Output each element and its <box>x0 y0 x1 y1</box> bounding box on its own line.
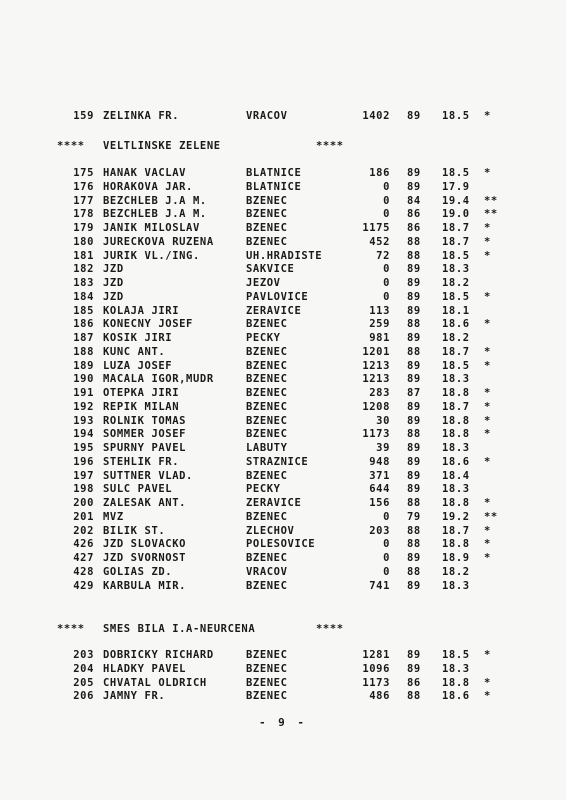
entry-number: 190 <box>73 373 94 386</box>
entry-number: 178 <box>73 208 94 221</box>
grower-name: JZD <box>103 263 124 276</box>
grower-name: KONECNY JOSEF <box>103 318 193 331</box>
rating-mark: * <box>484 110 491 122</box>
grade: 18.4 <box>442 469 470 482</box>
quantity: 0 <box>383 565 390 578</box>
entry-number: 185 <box>73 304 94 317</box>
quantity: 1173 <box>362 428 390 441</box>
section-header <box>57 622 377 636</box>
year: 79 <box>407 510 421 523</box>
rating-mark: * <box>484 290 491 303</box>
quantity: 72 <box>376 249 390 262</box>
rating-mark: ** <box>484 194 498 207</box>
grower-name: JZD <box>103 277 124 289</box>
section-stars-left: **** <box>57 140 85 152</box>
year: 89 <box>407 110 421 122</box>
grower-name: JZD SVORNOST <box>103 552 187 564</box>
list-item <box>0 276 566 290</box>
list-item <box>0 290 566 304</box>
place-name: BZENEC <box>246 400 288 413</box>
grade: 19.0 <box>442 208 470 221</box>
grade: 18.9 <box>442 552 470 564</box>
list-item <box>0 496 566 510</box>
grade: 18.3 <box>442 483 470 496</box>
quantity: 0 <box>383 277 390 289</box>
place-name: BZENEC <box>246 387 288 399</box>
grower-name: MVZ <box>103 510 124 523</box>
quantity: 1213 <box>362 359 390 372</box>
place-name: BZENEC <box>246 469 288 482</box>
list-item <box>0 235 566 249</box>
list-item <box>0 510 566 524</box>
rating-mark: * <box>484 676 491 689</box>
place-name: BZENEC <box>246 428 288 441</box>
quantity: 1281 <box>362 649 390 661</box>
list-item <box>0 372 566 386</box>
quantity: 186 <box>369 167 390 179</box>
quantity: 1402 <box>362 110 390 122</box>
rating-mark: * <box>484 428 491 441</box>
list-item <box>0 469 566 483</box>
place-name: BZENEC <box>246 676 288 689</box>
list-item <box>0 455 566 469</box>
entry-number: 177 <box>73 194 94 207</box>
entry-number: 198 <box>73 483 94 496</box>
year: 88 <box>407 565 421 578</box>
grower-name: BILIK ST. <box>103 524 166 537</box>
grower-name: JAMNY FR. <box>103 690 166 703</box>
rating-mark: * <box>484 538 491 551</box>
quantity: 1096 <box>362 662 390 675</box>
place-name: BZENEC <box>246 649 288 661</box>
year: 86 <box>407 676 421 689</box>
quantity: 0 <box>383 552 390 564</box>
quantity: 1175 <box>362 222 390 234</box>
list-item <box>0 317 566 331</box>
quantity: 113 <box>369 304 390 317</box>
entry-number: 184 <box>73 290 94 303</box>
year: 89 <box>407 359 421 372</box>
place-name: VRACOV <box>246 110 288 122</box>
place-name: BZENEC <box>246 318 288 331</box>
grade: 18.2 <box>442 332 470 344</box>
list-item <box>0 537 566 551</box>
quantity: 0 <box>383 538 390 551</box>
list-item <box>0 180 566 194</box>
year: 88 <box>407 249 421 262</box>
year: 89 <box>407 483 421 496</box>
grade: 18.8 <box>442 538 470 551</box>
rating-mark: * <box>484 345 491 358</box>
year: 89 <box>407 180 421 193</box>
entry-number: 188 <box>73 345 94 358</box>
grower-name: MACALA IGOR,MUDR <box>103 373 214 386</box>
grower-name: SPURNY PAVEL <box>103 442 187 454</box>
year: 88 <box>407 538 421 551</box>
grower-name: KOSIK JIRI <box>103 332 173 344</box>
list-item <box>0 249 566 263</box>
grade: 18.7 <box>442 345 470 358</box>
grower-name: LUZA JOSEF <box>103 359 173 372</box>
list-item <box>0 565 566 579</box>
place-name: BLATNICE <box>246 180 302 193</box>
place-name: PECKY <box>246 483 281 496</box>
place-name: BZENEC <box>246 414 288 427</box>
grower-name: JURECKOVA RUZENA <box>103 235 214 248</box>
year: 89 <box>407 442 421 454</box>
rating-mark: * <box>484 235 491 248</box>
grade: 18.7 <box>442 400 470 413</box>
quantity: 1213 <box>362 373 390 386</box>
page-number: - 9 - <box>258 716 308 729</box>
grade: 19.4 <box>442 194 470 207</box>
entry-number: 193 <box>73 414 94 427</box>
place-name: BZENEC <box>246 208 288 221</box>
list-item <box>0 304 566 318</box>
grade: 18.3 <box>442 373 470 386</box>
grower-name: OTEPKA JIRI <box>103 387 180 399</box>
year: 89 <box>407 649 421 661</box>
entry-number: 186 <box>73 318 94 331</box>
rating-mark: * <box>484 690 491 703</box>
entry-number: 192 <box>73 400 94 413</box>
grower-name: JANIK MILOSLAV <box>103 222 200 234</box>
list-item <box>0 441 566 455</box>
grade: 18.8 <box>442 414 470 427</box>
list-item <box>0 359 566 373</box>
place-name: BZENEC <box>246 690 288 703</box>
quantity: 452 <box>369 235 390 248</box>
year: 89 <box>407 455 421 468</box>
rating-mark: * <box>484 359 491 372</box>
entry-number: 206 <box>73 690 94 703</box>
place-name: ZERAVICE <box>246 304 302 317</box>
year: 88 <box>407 428 421 441</box>
entry-number: 196 <box>73 455 94 468</box>
grower-name: ROLNIK TOMAS <box>103 414 187 427</box>
grade: 18.5 <box>442 249 470 262</box>
year: 89 <box>407 414 421 427</box>
year: 89 <box>407 304 421 317</box>
place-name: SAKVICE <box>246 263 295 276</box>
grade: 18.2 <box>442 277 470 289</box>
grower-name: KUNC ANT. <box>103 345 166 358</box>
place-name: LABUTY <box>246 442 288 454</box>
grade: 18.8 <box>442 387 470 399</box>
section-stars-right: **** <box>316 140 344 152</box>
grower-name: KARBULA MIR. <box>103 579 187 592</box>
entry-number: 187 <box>73 332 94 344</box>
grade: 18.5 <box>442 649 470 661</box>
place-name: PAVLOVICE <box>246 290 309 303</box>
grower-name: SOMMER JOSEF <box>103 428 187 441</box>
place-name: BZENEC <box>246 194 288 207</box>
grower-name: BEZCHLEB J.A M. <box>103 208 207 221</box>
grower-name: STEHLIK FR. <box>103 455 180 468</box>
rating-mark: * <box>484 414 491 427</box>
quantity: 644 <box>369 483 390 496</box>
list-item <box>0 345 566 359</box>
place-name: VRACOV <box>246 565 288 578</box>
rating-mark: * <box>484 649 491 661</box>
entry-number: 159 <box>73 110 94 122</box>
entry-number: 429 <box>73 579 94 592</box>
year: 89 <box>407 167 421 179</box>
grade: 18.3 <box>442 662 470 675</box>
quantity: 39 <box>376 442 390 454</box>
rating-mark: * <box>484 400 491 413</box>
grade: 18.7 <box>442 222 470 234</box>
grade: 18.2 <box>442 565 470 578</box>
list-item <box>0 414 566 428</box>
entry-number: 203 <box>73 649 94 661</box>
entry-number: 197 <box>73 469 94 482</box>
rating-mark: * <box>484 318 491 331</box>
list-item <box>0 166 566 180</box>
grade: 18.6 <box>442 455 470 468</box>
grade: 17.9 <box>442 180 470 193</box>
section-header <box>57 139 357 153</box>
entry-number: 205 <box>73 676 94 689</box>
place-name: PECKY <box>246 332 281 344</box>
list-item <box>0 482 566 496</box>
place-name: BZENEC <box>246 373 288 386</box>
place-name: UH.HRADISTE <box>246 249 323 262</box>
rating-mark: * <box>484 222 491 234</box>
year: 86 <box>407 222 421 234</box>
grower-name: JZD SLOVACKO <box>103 538 187 551</box>
quantity: 0 <box>383 510 390 523</box>
entry-number: 183 <box>73 277 94 289</box>
rating-mark: ** <box>484 510 498 523</box>
rating-mark: * <box>484 455 491 468</box>
entry-number: 181 <box>73 249 94 262</box>
list-item <box>0 662 566 676</box>
year: 89 <box>407 662 421 675</box>
year: 89 <box>407 469 421 482</box>
quantity: 259 <box>369 318 390 331</box>
place-name: BZENEC <box>246 222 288 234</box>
list-item <box>0 194 566 208</box>
grower-name: HORAKOVA JAR. <box>103 180 193 193</box>
quantity: 1208 <box>362 400 390 413</box>
grade: 18.3 <box>442 263 470 276</box>
entry-number: 175 <box>73 167 94 179</box>
year: 88 <box>407 524 421 537</box>
place-name: BZENEC <box>246 510 288 523</box>
grower-name: KOLAJA JIRI <box>103 304 180 317</box>
entry-number: 180 <box>73 235 94 248</box>
entry-number: 428 <box>73 565 94 578</box>
grade: 18.6 <box>442 318 470 331</box>
quantity: 981 <box>369 332 390 344</box>
list-item <box>0 400 566 414</box>
list-item <box>0 648 566 662</box>
list-item <box>0 524 566 538</box>
year: 89 <box>407 579 421 592</box>
list-item <box>0 331 566 345</box>
entry-number: 200 <box>73 497 94 509</box>
grower-name: SUTTNER VLAD. <box>103 469 193 482</box>
section-stars-right: **** <box>316 623 344 635</box>
rating-mark: * <box>484 387 491 399</box>
list-item <box>0 262 566 276</box>
grower-name: GOLIAS ZD. <box>103 565 173 578</box>
list-item <box>0 676 566 690</box>
grower-name: DOBRICKY RICHARD <box>103 649 214 661</box>
list-item <box>0 221 566 235</box>
year: 89 <box>407 552 421 564</box>
quantity: 741 <box>369 579 390 592</box>
year: 89 <box>407 290 421 303</box>
place-name: ZLECHOV <box>246 524 295 537</box>
grade: 18.8 <box>442 428 470 441</box>
place-name: BZENEC <box>246 235 288 248</box>
grade: 18.7 <box>442 524 470 537</box>
grade: 18.7 <box>442 235 470 248</box>
quantity: 371 <box>369 469 390 482</box>
place-name: BZENEC <box>246 662 288 675</box>
year: 89 <box>407 277 421 289</box>
list-item <box>0 579 566 593</box>
quantity: 948 <box>369 455 390 468</box>
quantity: 156 <box>369 497 390 509</box>
list-item <box>0 427 566 441</box>
quantity: 1201 <box>362 345 390 358</box>
year: 87 <box>407 387 421 399</box>
place-name: BZENEC <box>246 345 288 358</box>
grower-name: ZELINKA FR. <box>103 110 180 122</box>
grade: 18.8 <box>442 497 470 509</box>
place-name: STRAZNICE <box>246 455 309 468</box>
grade: 18.5 <box>442 167 470 179</box>
year: 84 <box>407 194 421 207</box>
place-name: JEZOV <box>246 277 281 289</box>
year: 88 <box>407 345 421 358</box>
year: 88 <box>407 497 421 509</box>
quantity: 283 <box>369 387 390 399</box>
grower-name: CHVATAL OLDRICH <box>103 676 207 689</box>
year: 88 <box>407 235 421 248</box>
entry-number: 195 <box>73 442 94 454</box>
grade: 18.5 <box>442 290 470 303</box>
place-name: BZENEC <box>246 579 288 592</box>
grade: 18.3 <box>442 579 470 592</box>
quantity: 0 <box>383 180 390 193</box>
list-item <box>0 689 566 703</box>
grower-name: SULC PAVEL <box>103 483 173 496</box>
grade: 18.1 <box>442 304 470 317</box>
rating-mark: * <box>484 552 491 564</box>
entry-number: 194 <box>73 428 94 441</box>
grower-name: HLADKY PAVEL <box>103 662 187 675</box>
grade: 18.3 <box>442 442 470 454</box>
grower-name: BEZCHLEB J.A M. <box>103 194 207 207</box>
year: 89 <box>407 332 421 344</box>
entry-number: 202 <box>73 524 94 537</box>
list-item <box>0 109 566 123</box>
entry-number: 426 <box>73 538 94 551</box>
rating-mark: * <box>484 249 491 262</box>
entry-number: 182 <box>73 263 94 276</box>
grower-name: REPIK MILAN <box>103 400 180 413</box>
entry-number: 176 <box>73 180 94 193</box>
quantity: 0 <box>383 263 390 276</box>
section-stars-left: **** <box>57 623 85 635</box>
list-item <box>0 551 566 565</box>
grade: 19.2 <box>442 510 470 523</box>
list-item <box>0 386 566 400</box>
grower-name: ZALESAK ANT. <box>103 497 187 509</box>
year: 88 <box>407 690 421 703</box>
grade: 18.5 <box>442 110 470 122</box>
section-title: SMES BILA I.A-NEURCENA <box>103 623 256 635</box>
list-item <box>0 207 566 221</box>
year: 88 <box>407 318 421 331</box>
grade: 18.8 <box>442 676 470 689</box>
place-name: BLATNICE <box>246 167 302 179</box>
year: 86 <box>407 208 421 221</box>
year: 89 <box>407 373 421 386</box>
entry-number: 204 <box>73 662 94 675</box>
entry-number: 189 <box>73 359 94 372</box>
grower-name: HANAK VACLAV <box>103 167 187 179</box>
year: 89 <box>407 400 421 413</box>
year: 89 <box>407 263 421 276</box>
quantity: 486 <box>369 690 390 703</box>
quantity: 1173 <box>362 676 390 689</box>
rating-mark: * <box>484 167 491 179</box>
quantity: 0 <box>383 290 390 303</box>
entry-number: 201 <box>73 510 94 523</box>
entry-number: 191 <box>73 387 94 399</box>
grade: 18.6 <box>442 690 470 703</box>
quantity: 0 <box>383 208 390 221</box>
rating-mark: ** <box>484 208 498 221</box>
rating-mark: * <box>484 497 491 509</box>
place-name: POLESOVICE <box>246 538 316 551</box>
place-name: ZERAVICE <box>246 497 302 509</box>
section-title: VELTLINSKE ZELENE <box>103 140 221 152</box>
quantity: 203 <box>369 524 390 537</box>
quantity: 0 <box>383 194 390 207</box>
rating-mark: * <box>484 524 491 537</box>
grower-name: JZD <box>103 290 124 303</box>
grade: 18.5 <box>442 359 470 372</box>
place-name: BZENEC <box>246 552 288 564</box>
place-name: BZENEC <box>246 359 288 372</box>
grower-name: JURIK VL./ING. <box>103 249 200 262</box>
entry-number: 427 <box>73 552 94 564</box>
quantity: 30 <box>376 414 390 427</box>
entry-number: 179 <box>73 222 94 234</box>
